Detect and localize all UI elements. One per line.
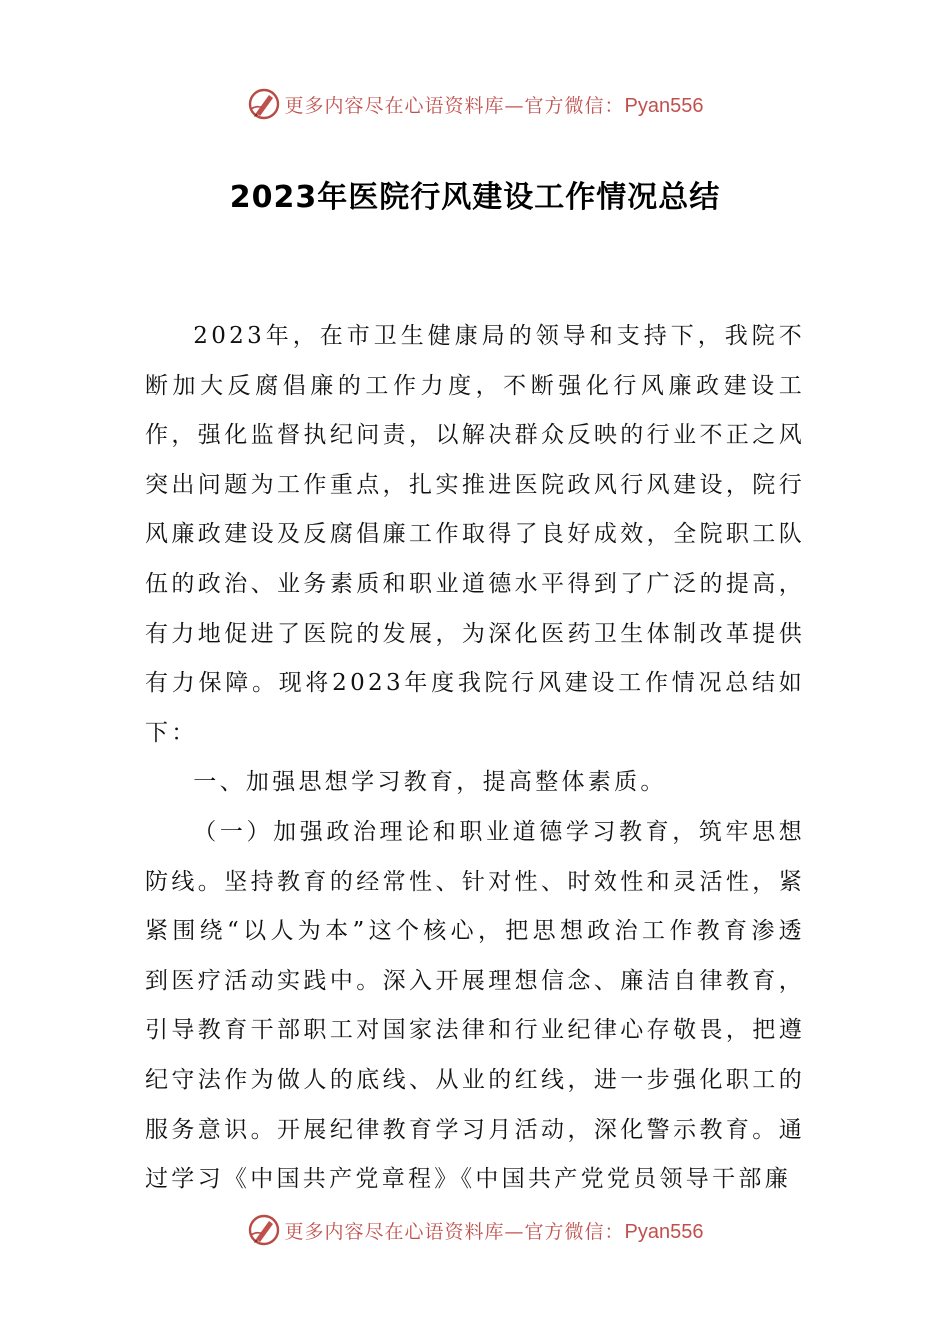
watermark-text bbox=[285, 1217, 704, 1244]
watermark-label: 更多内容尽在心语资料库—官方微信： bbox=[284, 94, 625, 117]
watermark-label: 更多内容尽在心语资料库—官方微信： bbox=[284, 1220, 625, 1243]
watermark-text bbox=[285, 91, 704, 118]
watermark-wechat-handle: Pyan556 bbox=[624, 1220, 704, 1243]
watermark-wechat-handle: Pyan556 bbox=[624, 94, 704, 117]
pen-logo-icon bbox=[247, 1213, 281, 1247]
header-watermark-banner bbox=[0, 82, 950, 126]
section-heading-1: 一、加强思想学习教育，提高整体素质。 bbox=[193, 769, 667, 796]
document-title: 2023年医院行风建设工作情况总结 bbox=[229, 180, 721, 215]
footer-watermark-banner bbox=[0, 1208, 950, 1252]
paragraph-subsection-1: （一）加强政治理论和职业道德学习教育，筑牢思想防线。坚持教育的经常性、针对性、时效性和灵活性，紧紧围绕“以人为本”这个核心，把思想政治工作教育渗透到医疗活动实践中。深入开展理想信念、廉洁自律教育，引导教育干部职工对国家法律和行业纪律心存敬畏，把遵纪守法作为做人的底线、从业的红线，进一步强化职工的服务意识。开展纪律教育学习月活动，深化警示教育。通过学习《中国共产党章程》《中国共产党党员领导干部廉 bbox=[145, 818, 805, 1193]
paragraph-intro: 2023年，在市卫生健康局的领导和支持下，我院不断加大反腐倡廉的工作力度，不断强化行风廉政建设工作，强化监督执纪问责，以解决群众反映的行业不正之风突出问题为工作重点，扎实推进医院政风行风建设，院行风廉政建设及反腐倡廉工作取得了良好成效，全院职工队伍的政治、业务素质和职业道德水平得到了广泛的提高，有力地促进了医院的发展，为深化医药卫生体制改革提供有力保障。现将2023年度我院行风建设工作情况总结如下： bbox=[145, 323, 805, 746]
pen-logo-icon bbox=[247, 87, 281, 121]
document-body bbox=[145, 312, 805, 1205]
